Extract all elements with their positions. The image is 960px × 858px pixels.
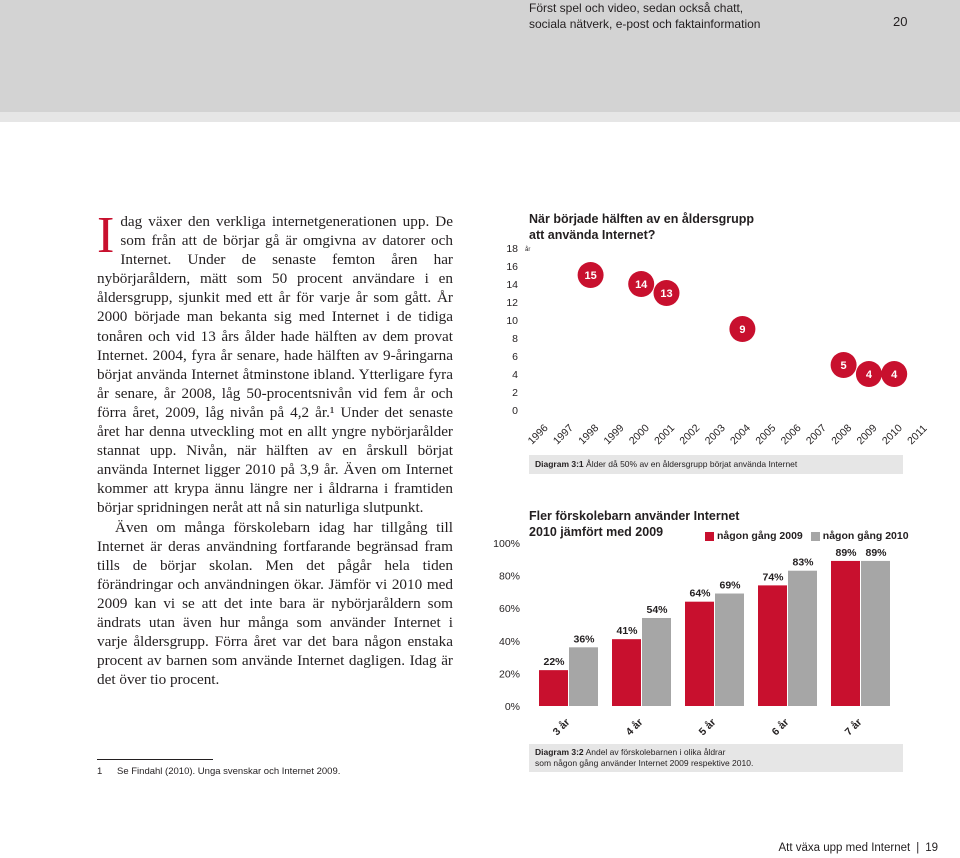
paragraph-1-text: dag växer den verkliga internetgenerationen upp. De som från att de börjar gå är omgivna av datorer och Internet. Under de senaste femton åren har nybörjaråldern, mätt som 50 procent användare i en åldersgrupp, sjunkit med ett år för varje år som gått. År 2000 började man bekanta sig med Internet i de tidiga tonåren och vid 13 års ålder hade hälften av dem provat Internet. 2004, fyra år senare, hade hälften av 9-åringarna börjat använda Internet åtminstone ibland. Ytterligare fyra år senare, år 2008, låg 50-procentsnivån vid fem år och förra året, 2009, låg nivån på 4,2 år.¹ Under det senaste året har denna utveckling mot en allt yngre nybörjarålder stannat upp. Nivån, när hälften av en årskull börjat använda Internet ligger 2010 på 3,9 år. Även om Internet kommer att krypa ännu längre ner i åldrarna i framtiden börjar spridningen neråt att nå sin naturliga slutpunkt. <box>97 213 453 517</box>
chart2-data-label: 41% <box>616 625 638 638</box>
chart1-point-label: 15 <box>584 270 597 282</box>
chart2-caption-label: Diagram 3:2 <box>535 747 584 757</box>
chart1-point-label: 9 <box>739 324 746 336</box>
running-header-line2: sociala nätverk, e-post och faktainformation <box>529 17 761 31</box>
chart2-bar <box>612 639 641 706</box>
chart2-xtick-label: 5 år <box>696 716 719 739</box>
chart1-point-label: 4 <box>891 369 898 381</box>
chart2-bar <box>685 602 714 706</box>
footnote-text: Se Findahl (2010). Unga svenskar och Internet 2009. <box>117 766 341 777</box>
footer-page-number: 19 <box>925 842 938 854</box>
chart1-y-unit: år <box>525 247 531 253</box>
top-page-band <box>0 0 960 112</box>
chart1-title-line1: När började hälften av en åldersgrupp <box>529 212 755 226</box>
chart1-xtick-label: 2005 <box>753 422 779 448</box>
legend-label-2010: någon gång 2010 <box>822 530 909 542</box>
chart1-xtick-label: 2009 <box>854 422 880 448</box>
chart1-xtick-label: 2002 <box>677 422 703 448</box>
footnote-rule <box>97 759 213 760</box>
chart2-xtick-label: 7 år <box>842 716 865 739</box>
chart2-ytick-label: 80% <box>498 570 520 583</box>
chart1-xtick-label: 2001 <box>652 422 678 448</box>
chart2-svg <box>490 530 910 750</box>
chart1-point-label: 5 <box>840 360 847 372</box>
chart1-ytick-label: 6 <box>512 351 518 363</box>
chart2-caption-text1: Andel av förskolebarnen i olika åldrar <box>585 747 726 757</box>
chart1-ytick-label: 16 <box>506 261 518 273</box>
chart1-ytick-label: 4 <box>512 369 518 381</box>
chart2-bar <box>642 618 671 706</box>
chart2-xtick-label: 4 år <box>623 716 646 739</box>
chart1-ytick-label: 18 <box>506 243 518 255</box>
chart2-xtick-label: 3 år <box>550 716 573 739</box>
running-header <box>529 0 760 32</box>
chart2-bar <box>861 561 890 706</box>
chart1-ytick-label: 10 <box>506 315 518 327</box>
chart1-caption <box>529 455 903 474</box>
chart2-caption <box>529 744 903 772</box>
chart1-xtick-label: 2011 <box>905 422 930 448</box>
chart2-data-label: 36% <box>573 633 595 646</box>
chart2-bar <box>539 670 568 706</box>
chart2-data-label: 64% <box>689 587 711 600</box>
chart1-xtick-label: 1996 <box>525 422 551 448</box>
chart2-title-line2: 2010 jämfört med 2009 <box>529 525 664 539</box>
chart2-bar <box>831 561 860 706</box>
chart1-svg <box>500 230 930 470</box>
chart1-xtick-label: 2007 <box>803 422 829 448</box>
chart2-title-line1: Fler förskolebarn använder Internet <box>529 509 740 523</box>
chart1-xtick-label: 2003 <box>702 422 728 448</box>
paragraph-1 <box>97 207 453 518</box>
chart1-xtick-label: 2006 <box>778 422 804 448</box>
chart2-data-label: 69% <box>719 579 741 592</box>
chart2-ytick-label: 40% <box>498 635 520 648</box>
chart1-xtick-label: 1998 <box>576 422 602 448</box>
chart2-caption-line1 <box>535 747 897 758</box>
chart1-ytick-label: 8 <box>512 333 518 345</box>
top-page-number: 20 <box>893 14 908 29</box>
chart1-xtick-label: 2004 <box>728 422 754 448</box>
top-page-strip <box>0 112 960 122</box>
chart2-data-label: 83% <box>792 556 814 569</box>
chart2-data-label: 89% <box>835 546 857 559</box>
dropcap: I <box>97 207 115 264</box>
chart2-data-label: 22% <box>543 656 565 669</box>
footer-title: Att växa upp med Internet <box>778 842 911 854</box>
chart1-point-label: 14 <box>635 279 648 291</box>
chart1-xtick-label: 2010 <box>879 422 905 448</box>
chart1-ytick-label: 14 <box>506 279 518 291</box>
page-footer <box>779 842 939 854</box>
chart2-ytick-label: 60% <box>498 603 520 616</box>
body-text <box>97 207 453 689</box>
chart2-ytick-label: 0% <box>504 701 520 713</box>
chart1-point-label: 4 <box>865 369 872 381</box>
chart2-xtick-label: 6 år <box>769 716 792 739</box>
chart2-bar <box>715 594 744 706</box>
chart2-bar <box>569 647 598 706</box>
paragraph-2: Även om många förskolebarn idag har tillgång till Internet är deras användning fortfarande begränsad fram tills de börjar skolan. Men det pågår hela tiden förändringar och användningen ökar. Jämför vi 2010 med 2009 kan vi se att det inte bara är nybörjaråldern som ändrats utan även hur många som använder Internet i varje åldersgrupp. Förra året var det bara någon enstaka procent av barnen som använde Internet dagligen. Idag är det över tio procent. <box>97 518 453 689</box>
chart1-xtick-label: 1999 <box>601 422 627 448</box>
chart1-ytick-label: 2 <box>512 387 518 399</box>
legend-label-2009: någon gång 2009 <box>717 530 803 542</box>
chart2-bar <box>758 585 787 706</box>
chart1-xtick-label: 1997 <box>550 422 576 448</box>
chart1-ytick-label: 12 <box>506 297 518 309</box>
chart1-title-line2: att använda Internet? <box>529 228 656 242</box>
footnote-number: 1 <box>97 766 103 777</box>
chart2-ytick-label: 100% <box>493 538 520 550</box>
chart2-bar <box>788 571 817 706</box>
chart1-ytick-label: 0 <box>512 405 518 417</box>
chart2-ytick-label: 20% <box>498 668 520 681</box>
chart1-caption-label: Diagram 3:1 <box>535 459 584 469</box>
chart1-xtick-label: 2000 <box>626 422 652 448</box>
footnote <box>97 766 340 777</box>
chart2-data-label: 74% <box>762 571 784 584</box>
chart1-point-label: 13 <box>660 288 673 300</box>
chart1-xtick-label: 2008 <box>829 422 855 448</box>
chart1-caption-text: Ålder då 50% av en åldersgrupp börjat använda Internet <box>586 459 798 469</box>
footer-separator: | <box>916 842 920 854</box>
chart2-data-label: 54% <box>646 603 668 616</box>
chart2-data-label: 89% <box>865 546 887 559</box>
running-header-line1: Först spel och video, sedan också chatt, <box>529 1 744 15</box>
chart2-caption-text2: som någon gång använder Internet 2009 respektive 2010. <box>535 758 754 768</box>
